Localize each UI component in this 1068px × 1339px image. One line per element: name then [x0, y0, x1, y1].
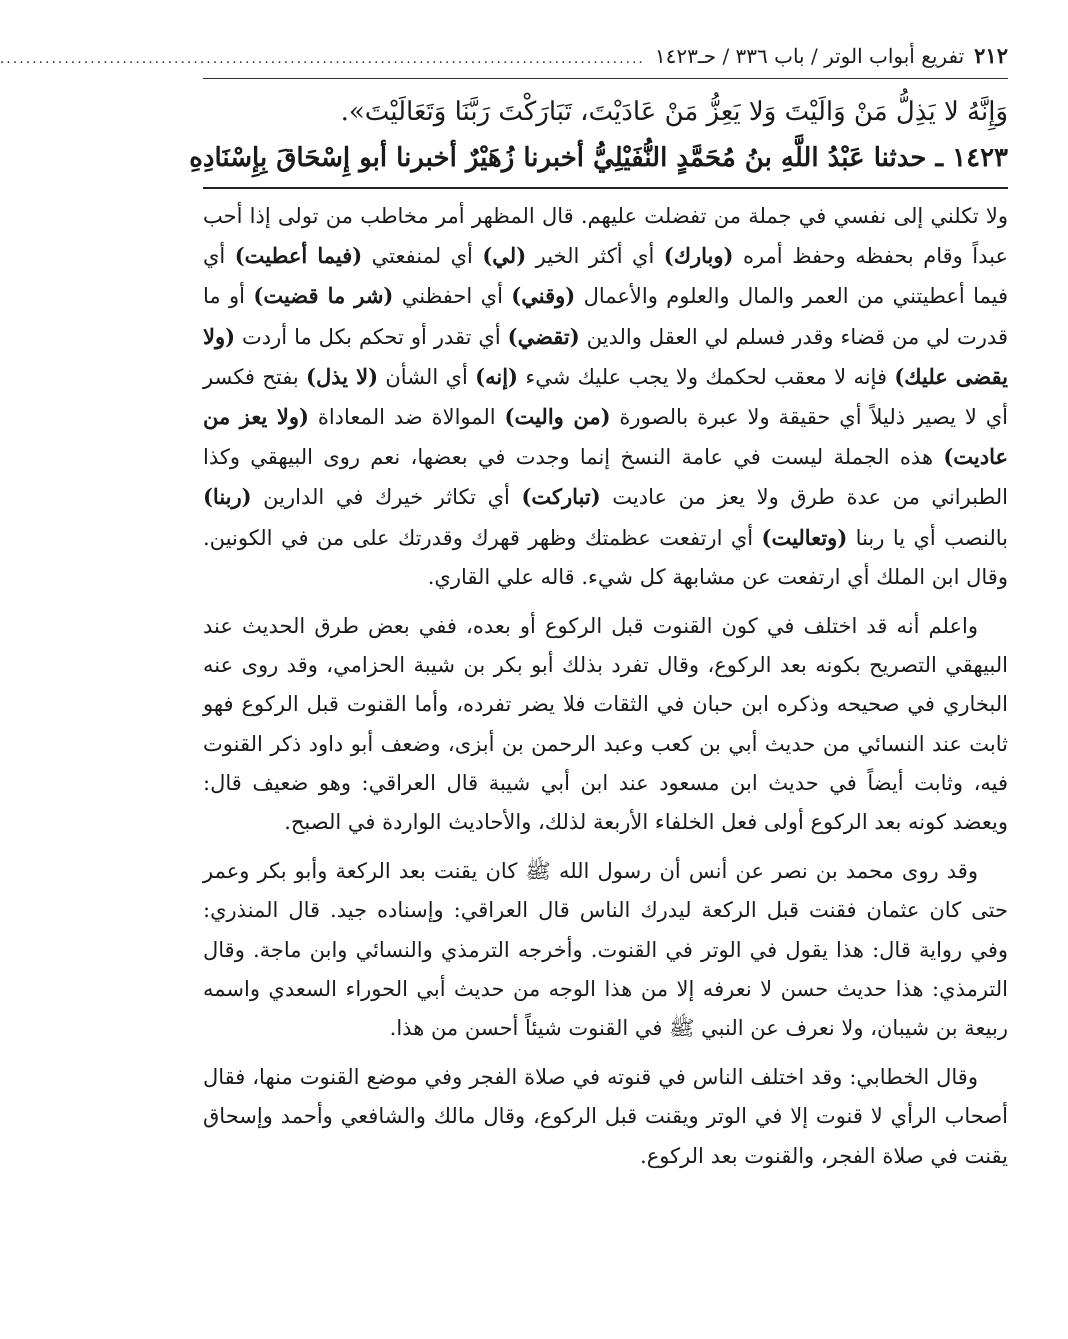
commentary-paragraph-2: واعلم أنه قد اختلف في كون القنوت قبل الركوع أو بعده، ففي بعض طرق الحديث عند البيهقي التصريح بكونه بعد الركوع، وقال تفرد بذلك أبو بكر بن شيبة الحزامي، وقد روى عنه البخاري في صحيحه وذكره ابن حبان في الثقات فلا يضر تفرده، وأما القنوت قبل الركوع فهو ثابت عند النسائي من حديث أبي بن كعب وعبد الرحمن بن أبزى، وضعف أبو داود ذكر القنوت فيه، وثابت أيضاً في حديث ابن مسعود عند ابن أبي شيبة قال العراقي: وهو ضعيف قال: ويعضد كونه بعد الركوع أولى فعل الخلفاء الأربعة لذلك، والأحاديث الواردة في الصبح. — [203, 614, 1008, 835]
commentary-keyword: (وقني) — [511, 283, 576, 309]
commentary-keyword: (وبارك) — [663, 243, 734, 269]
commentary-keyword: (إنه) — [475, 363, 518, 389]
commentary-keyword: (تباركت) — [521, 484, 601, 510]
header-rule — [203, 78, 1008, 79]
commentary-keyword: (ربنا) — [203, 484, 252, 510]
hadith-number-line: ١٤٢٣ ـ حدثنا عَبْدُ اللَّهِ بنُ مُحَمَّدٍ النُّفَيْلِيُّ أخبرنا زُهَيْرٌ أخبرنا أبو إِسْحَاقَ بِإِسْنَادِهِ — [189, 143, 1008, 173]
commentary-text: أي لمنفعتي — [362, 244, 483, 269]
commentary-paragraph-1 — [203, 197, 1008, 597]
book-page — [0, 40, 1009, 1299]
header-leader-dots: .................................................................................................... — [0, 51, 645, 67]
running-title: تفريع أبواب الوتر / باب ٣٣٦ / حـ١٤٢٣ — [654, 44, 965, 68]
commentary-keyword: (لا يذل) — [306, 363, 379, 389]
commentary-text: هذه الجملة ليست في عامة النسخ إنما وجدت في بعضها، نعم روى البيهقي وكذا الطبراني من عدة طرق ولا يعز من عاديت — [203, 445, 1009, 510]
commentary-keyword: (من واليت) — [504, 404, 611, 430]
commentary-keyword: (ولا يعز من عاديت) — [203, 404, 1008, 470]
page-header — [0, 40, 1008, 78]
hadith-text-line: وَإِنَّهُ لا يَذِلُّ مَنْ وَالَيْتَ وَلا يَعِزُّ مَنْ عَادَيْتَ، تَبَارَكْتَ رَبَّنَا وَتَعَالَيْتَ». — [340, 97, 1008, 127]
commentary-keyword: (وتعاليت) — [761, 524, 848, 550]
commentary-text: أي فيما أعطيتني من العمر والمال والعلوم والأعمال — [203, 244, 1008, 309]
commentary-text: بالنصب أي يا ربنا — [847, 525, 1008, 550]
commentary-keyword: (تقضي) — [507, 323, 580, 349]
commentary-paragraph-3: وقد روى محمد بن نصر عن أنس أن رسول الله ﷺ كان يقنت بعد الركعة وأبو بكر وعمر حتى كان عثمان فقنت قبل الركعة ليدرك الناس قال العراقي: وإسناده جيد. قال المنذري: وفي رواية قال: هذا يقول في الوتر في القنوت. وأخرجه الترمذي والنسائي وابن ماجة. وقال الترمذي: هذا حديث حسن لا نعرفه إلا من هذا الوجه من حديث أبي الحوراء السعدي واسمه ربيعة بن شيبان، ولا نعرف عن النبي ﷺ في القنوت شيئاً أحسن من هذا. — [203, 859, 1008, 1041]
commentary-keyword: (شر ما قضيت) — [253, 283, 394, 309]
commentary-text: أي تقدر أو تحكم بكل ما أردت — [235, 324, 508, 349]
commentary-text: أي تكاثر خيرك في الدارين — [251, 485, 522, 510]
commentary-paragraph-4: وقال الخطابي: وقد اختلف الناس في قنوته في صلاة الفجر وفي موضع القنوت منها، فقال أصحاب الرأي لا قنوت إلا في الوتر ويقنت قبل الركوع، وقال مالك والشافعي وأحمد وإسحاق يقنت في صلاة الفجر، والقنوت بعد الركوع. — [203, 1065, 1008, 1168]
commentary-text: فإنه لا معقب لحكمك ولا يجب عليك شيء — [517, 364, 895, 389]
commentary-keyword: (ولا يقضى عليك) — [203, 323, 1008, 389]
page-number: ٢١٢ — [974, 43, 1008, 68]
commentary-text: بفتح فكسر أي لا يصير ذليلاً أي حقيقة ولا عبرة بالصورة — [203, 364, 1008, 430]
commentary-text: أي ارتفعت عظمتك وظهر قهرك وقدرتك على من في الكونين. وقال ابن الملك أي ارتفعت عن مشابهة كل شيء. قاله علي القاري. — [203, 525, 1008, 589]
commentary-text: ولا تكلني إلى نفسي في جملة من تفضلت عليهم. قال المظهر أمر مخاطب من تولى إذا أحب عبداً وقام بحفظه وحفظ أمره — [203, 204, 1008, 269]
commentary-keyword: (فيما أعطيت) — [234, 243, 363, 269]
commentary-text: أي أكثر الخير — [526, 244, 664, 269]
commentary-text: أي الشأن — [378, 364, 476, 389]
commentary-text: أو ما قدرت لي من قضاء وقدر فسلم لي العقل والدين — [203, 284, 1008, 349]
section-separator — [203, 187, 1008, 189]
commentary-text: الموالاة ضد المعاداة — [308, 405, 505, 430]
commentary-text: أي احفظني — [393, 284, 512, 309]
commentary-keyword: (لي) — [482, 243, 527, 269]
